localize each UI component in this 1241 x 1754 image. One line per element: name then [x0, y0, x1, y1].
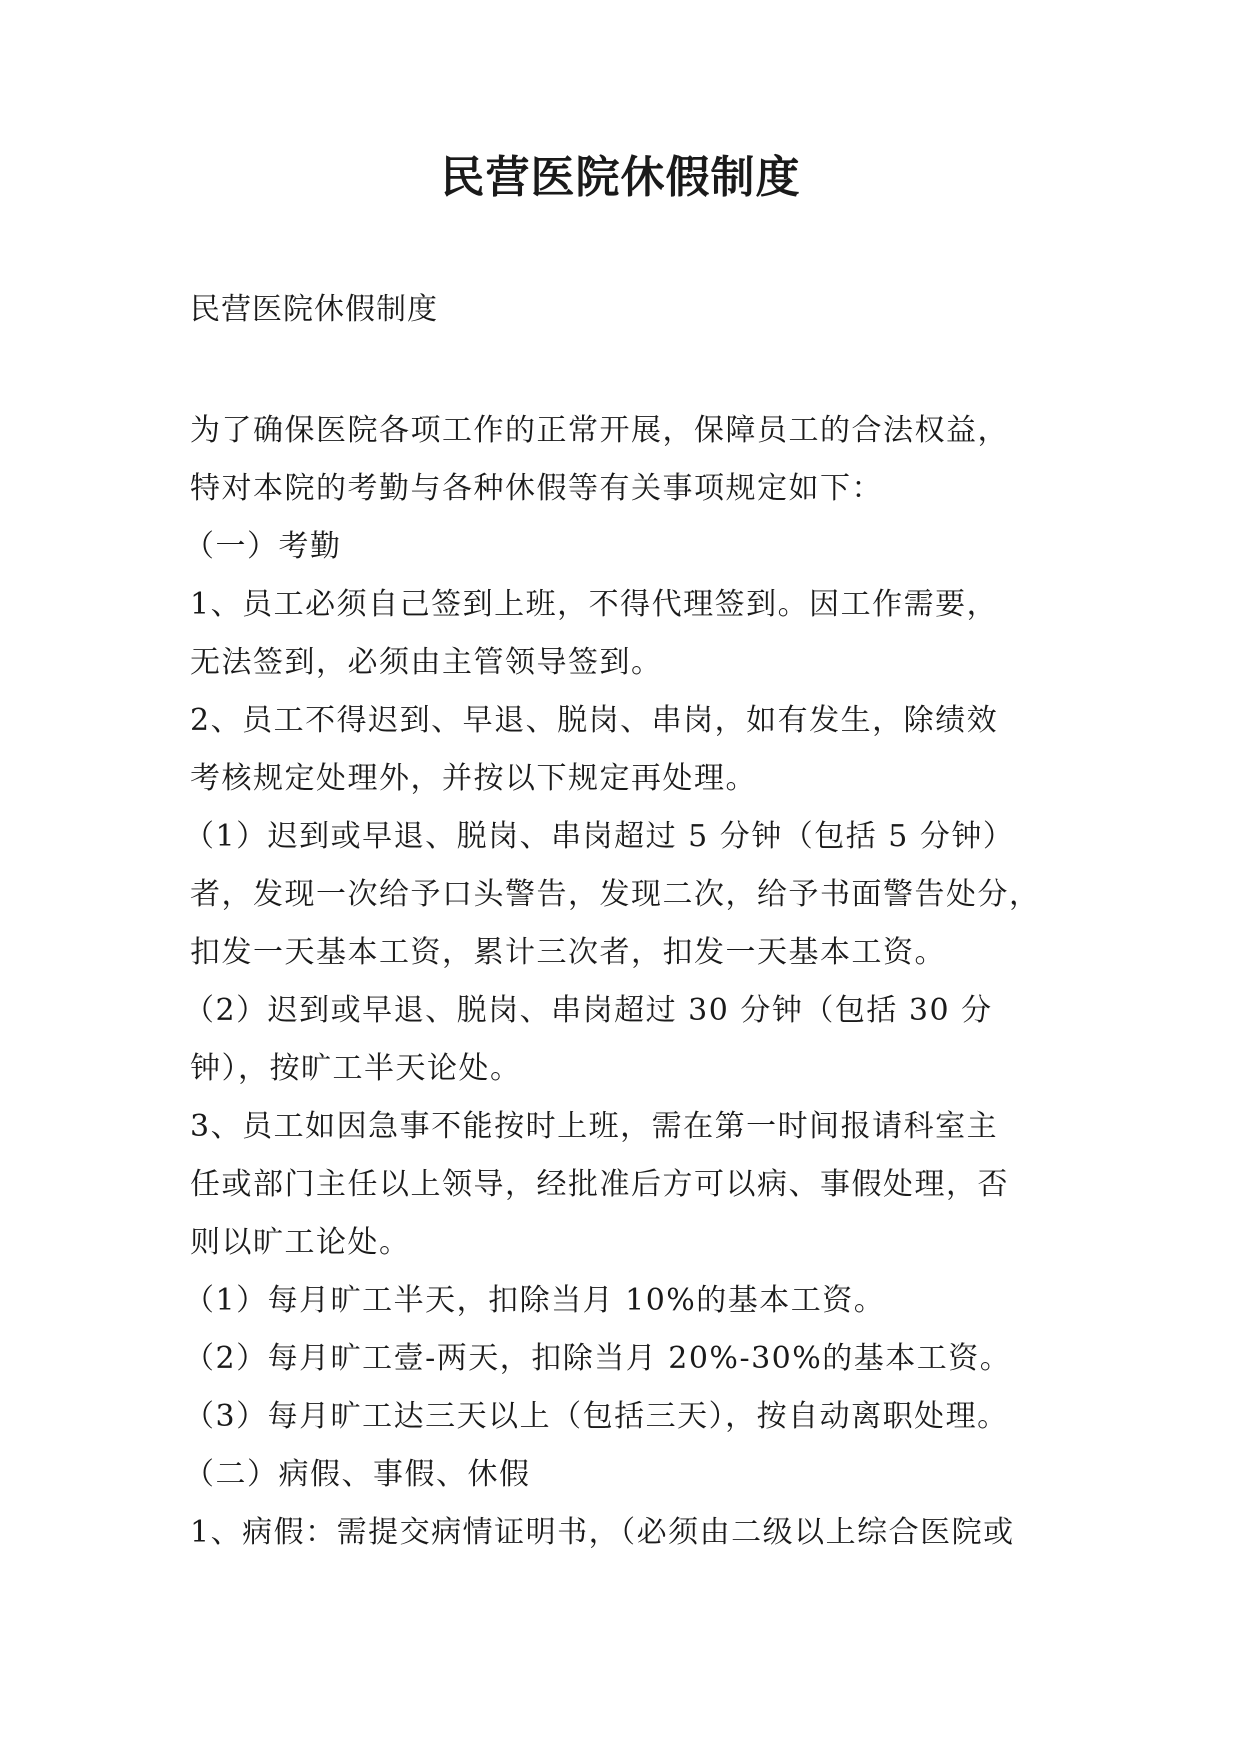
paragraph-line: 无法签到，必须由主管领导签到。	[190, 645, 663, 680]
document-title: 民营医院休假制度	[440, 152, 801, 203]
paragraph-line: 则以旷工论处。	[190, 1225, 411, 1260]
paragraph-line: （1）每月旷工半天，扣除当月 10%的基本工资。	[184, 1283, 886, 1318]
paragraph-line: （3）每月旷工达三天以上（包括三天），按自动离职处理。	[184, 1399, 1009, 1434]
paragraph-line: 为了确保医院各项工作的正常开展，保障员工的合法权益，	[190, 413, 1009, 448]
paragraph-line: （1）迟到或早退、脱岗、串岗超过 5 分钟（包括 5 分钟）	[184, 819, 1015, 854]
document-subtitle: 民营医院休假制度	[190, 292, 438, 327]
paragraph-line: 者，发现一次给予口头警告，发现二次，给予书面警告处分，	[190, 877, 1041, 912]
paragraph-line: 考核规定处理外，并按以下规定再处理。	[190, 761, 757, 796]
section-heading: （一）考勤	[184, 529, 342, 564]
paragraph-line: （2）每月旷工壹-两天，扣除当月 20%-30%的基本工资。	[184, 1341, 1012, 1376]
document-body	[184, 402, 1070, 1562]
section-heading: （二）病假、事假、休假	[184, 1457, 531, 1492]
paragraph-line: 1、病假：需提交病情证明书，（必须由二级以上综合医院或	[190, 1515, 1015, 1550]
paragraph-line: 钟），按旷工半天论处。	[190, 1051, 522, 1086]
paragraph-line: 扣发一天基本工资，累计三次者，扣发一天基本工资。	[190, 935, 946, 970]
paragraph-line: 3、员工如因急事不能按时上班，需在第一时间报请科室主	[190, 1109, 999, 1144]
paragraph-line: （2）迟到或早退、脱岗、串岗超过 30 分钟（包括 30 分	[184, 993, 993, 1028]
paragraph-line: 1、员工必须自己签到上班，不得代理签到。因工作需要，	[190, 587, 999, 622]
paragraph-line: 2、员工不得迟到、早退、脱岗、串岗，如有发生，除绩效	[190, 703, 999, 738]
paragraph-line: 特对本院的考勤与各种休假等有关事项规定如下：	[190, 471, 883, 506]
paragraph-line: 任或部门主任以上领导，经批准后方可以病、事假处理，否	[190, 1167, 1009, 1202]
